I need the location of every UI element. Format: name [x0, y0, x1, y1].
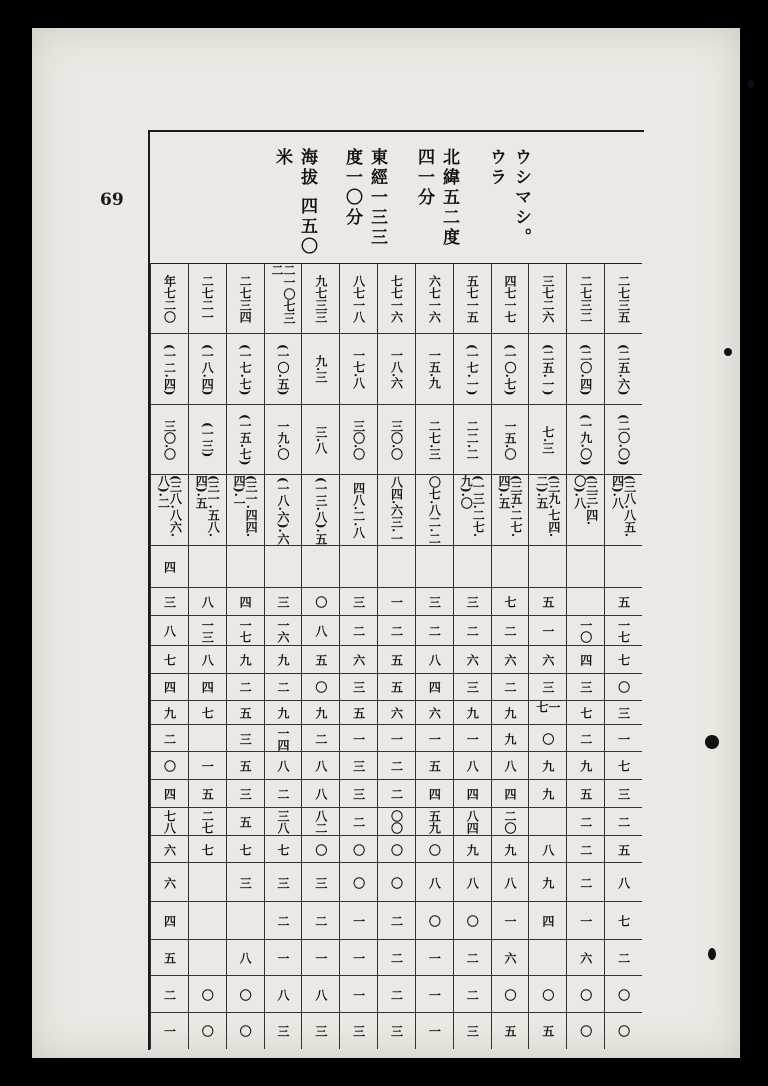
table-cell: 三七二六 — [540, 275, 555, 324]
table-cell: (一七.七) — [238, 343, 253, 396]
table-cell: (二〇.〇) — [616, 414, 631, 466]
table-cell: 一 — [162, 1024, 177, 1037]
table-cell — [189, 546, 226, 589]
table-cell: 〇 — [540, 988, 555, 1001]
table-cell: 八 — [427, 653, 442, 666]
table-cell: 二 — [503, 624, 518, 637]
table-cell: (三一.四四.四).一 — [232, 475, 259, 538]
table-cell: 二 — [351, 624, 366, 637]
table-cell — [189, 902, 226, 940]
table-cell: 八 — [465, 876, 480, 889]
table-cell: 七 — [616, 760, 631, 773]
table-cell: 五 — [200, 788, 215, 801]
table-cell: 四 — [162, 915, 177, 927]
table-cell: 三八 — [275, 809, 290, 834]
table-column — [604, 264, 642, 1049]
table-column — [226, 264, 264, 1049]
table-cell — [302, 546, 339, 589]
table-cell: 〇 — [427, 843, 442, 856]
table-cell: 二七三四 — [238, 275, 253, 324]
table-cell: 八 — [162, 624, 177, 637]
table-cell — [529, 940, 566, 976]
table-cell — [340, 546, 377, 589]
table-column — [528, 264, 566, 1049]
table-cell: 二 — [162, 732, 177, 745]
table-cell: 七 — [200, 707, 215, 719]
table-cell: (一〇.七) — [503, 343, 518, 396]
table-cell: 三 — [616, 788, 631, 801]
table-cell: 九 — [540, 876, 555, 889]
scan-speck — [724, 348, 732, 356]
table-cell: 五 — [389, 653, 404, 666]
table-cell: 八 — [238, 952, 253, 965]
station-longitude: 東經一三三 度一〇分 — [342, 148, 387, 248]
table-cell: 九 — [578, 760, 593, 773]
table-cell: 〇 — [238, 1024, 253, 1037]
table-cell: 二 — [578, 732, 593, 745]
table-cell: 五 — [427, 760, 442, 773]
table-cell: 二二.二 — [465, 419, 480, 461]
table-cell: 四 — [162, 788, 177, 801]
table-cell: 一 — [351, 988, 366, 1001]
table-cell: 五 — [238, 760, 253, 773]
table-cell: (三三.四.〇).八 — [572, 475, 599, 526]
table-cell: 一 — [351, 915, 366, 927]
table-cell: 三 — [465, 1024, 480, 1037]
table-cell: 二 — [578, 843, 593, 856]
table-cell: 〇 — [616, 988, 631, 1001]
table-cell: 〇 — [313, 681, 328, 694]
table-cell — [189, 940, 226, 976]
table-cell: (二五.六) — [616, 343, 631, 396]
table-cell — [529, 808, 566, 836]
table-cell: 〇 — [351, 843, 366, 856]
table-cell: 六 — [578, 952, 593, 965]
page-number: 69 — [100, 190, 124, 210]
table-cell: 三 — [427, 596, 442, 609]
table-cell: 一 — [427, 732, 442, 745]
table-cell — [567, 546, 604, 589]
table-cell: 五 — [540, 1024, 555, 1037]
table-cell: (三五.二七.四).五 — [497, 475, 524, 538]
table-cell — [605, 546, 642, 589]
table-cell: 五 — [313, 653, 328, 666]
table-cell: 二 — [389, 915, 404, 927]
table-cell: 九 — [465, 843, 480, 856]
table-cell: 二 — [389, 624, 404, 637]
scan-speck — [705, 735, 719, 749]
table-cell — [227, 902, 264, 940]
table-cell: 四 — [162, 681, 177, 694]
table-cell: 四 — [427, 788, 442, 801]
table-cell: 一 — [578, 915, 593, 927]
table-cell: 一六 — [275, 618, 290, 643]
station-latitude: 北緯五二度 四一分 — [414, 148, 459, 248]
table-cell: (一三.二七.九).〇 — [459, 475, 486, 538]
table-cell: (一八.四) — [200, 343, 215, 396]
table-cell: 五七一五 — [465, 275, 480, 324]
scan-speck — [748, 80, 754, 88]
table-cell: 二七三二 — [578, 275, 593, 324]
table-cell: 〇 — [313, 843, 328, 856]
table-cell: 八 — [540, 843, 555, 856]
table-cell: 八七一八 — [351, 275, 366, 324]
table-column — [188, 264, 226, 1049]
table-cell: 一三 — [200, 618, 215, 643]
table-cell: 六七一六 — [427, 275, 442, 324]
table-cell: (一七.一) — [465, 343, 480, 396]
table-cell: 〇 — [238, 988, 253, 1001]
table-cell: 八 — [313, 760, 328, 773]
table-cell: 一 — [540, 624, 555, 637]
table-cell: 五 — [578, 788, 593, 801]
table-cell: 一 — [427, 1024, 442, 1037]
table-cell: 四 — [503, 788, 518, 801]
table-cell: 三 — [465, 681, 480, 694]
table-cell: (三八.八五.四).八 — [610, 475, 637, 538]
table-cell: 三 — [351, 788, 366, 801]
table-cell: 一七.八 — [351, 349, 366, 390]
table-cell: 五 — [540, 596, 555, 609]
table-cell: 〇 — [313, 596, 328, 609]
table-cell: 三 — [238, 788, 253, 801]
table-column — [301, 264, 339, 1049]
table-cell: 〇 — [351, 876, 366, 889]
table-cell: 二 — [275, 681, 290, 694]
table-cell: 九 — [275, 653, 290, 666]
table-cell: 四七一七 — [503, 275, 518, 324]
table-cell: 六 — [162, 843, 177, 856]
table-cell: 五 — [616, 596, 631, 609]
table-cell: (一九.〇) — [578, 414, 593, 466]
table-cell: 四 — [578, 653, 593, 666]
table-cell: 九 — [313, 707, 328, 719]
table-cell: 四 — [465, 788, 480, 801]
table-cell: 二 — [616, 952, 631, 965]
table-cell: 六 — [503, 952, 518, 965]
table-cell: (一〇.五) — [275, 343, 290, 396]
table-cell: 一 — [351, 732, 366, 745]
table-cell: 六 — [540, 653, 555, 666]
table-cell — [567, 588, 604, 616]
table-cell: 二〇 — [503, 809, 518, 834]
table-cell: 六 — [427, 707, 442, 719]
table-column — [264, 264, 302, 1049]
table-cell: 二 — [351, 815, 366, 828]
table-cell: 〇 — [427, 915, 442, 927]
table-cell: 一五.〇 — [503, 419, 518, 461]
table-cell: (二〇.四) — [578, 343, 593, 396]
table-cell: 〇 — [540, 732, 555, 745]
table-cell — [265, 546, 302, 589]
table-cell: 二 — [465, 624, 480, 637]
table-cell: 四 — [427, 681, 442, 694]
table-cell: 一 — [465, 732, 480, 745]
table-cell: 三 — [351, 681, 366, 694]
table-cell: 一七 — [616, 618, 631, 643]
table-cell — [189, 863, 226, 901]
table-cell: 二七.三 — [427, 419, 442, 461]
table-cell: 一五.九 — [427, 349, 442, 390]
table-cell: 七七一六 — [389, 275, 404, 324]
table-cell: 三 — [275, 876, 290, 889]
table-cell: 二 — [389, 952, 404, 965]
table-cell: 六 — [162, 876, 177, 889]
table-cell: (一五.七) — [238, 414, 253, 466]
table-cell: 〇 — [503, 988, 518, 1001]
table-cell: 二 — [389, 988, 404, 1001]
table-cell: 三〇.〇 — [389, 419, 404, 461]
table-cell: 九 — [503, 707, 518, 719]
table-column — [339, 264, 377, 1049]
table-cell: 三 — [351, 760, 366, 773]
table-cell: 〇 — [616, 1024, 631, 1037]
table-cell: 九 — [275, 707, 290, 719]
table-cell: (三一.五八.四).五 — [194, 475, 221, 538]
table-cell: 三 — [389, 1024, 404, 1037]
table-cell: 八 — [275, 988, 290, 1001]
table-cell: 七 — [616, 653, 631, 666]
table-column — [377, 264, 415, 1049]
table-cell: 八四.六三.一 — [389, 476, 404, 545]
table-cell: (一八.六).六 — [275, 476, 290, 545]
table-cell: 二一〇七三二 — [269, 264, 296, 324]
table-cell: 一〇 — [578, 618, 593, 643]
table-cell: 〇〇 — [389, 809, 404, 834]
table-cell: 三 — [578, 681, 593, 694]
table-cell: 二 — [313, 732, 328, 745]
table-cell: 一七 — [534, 701, 561, 714]
table-cell: (二五.一) — [540, 343, 555, 396]
station-name: ウシマシ。ウラ — [486, 148, 531, 248]
table-cell — [492, 546, 529, 589]
table-cell: 年七二〇 — [162, 275, 177, 324]
table-cell: 一七 — [238, 618, 253, 643]
table-cell: 七 — [238, 843, 253, 856]
table-cell: 〇 — [616, 681, 631, 694]
table-column — [566, 264, 604, 1049]
table-cell: 九.三 — [313, 355, 328, 384]
table-cell: 五 — [238, 815, 253, 828]
table-cell: 一 — [503, 915, 518, 927]
table-cell: 〇 — [200, 988, 215, 1001]
table-cell: 三 — [313, 1024, 328, 1037]
table-cell: 九 — [162, 707, 177, 719]
table-cell: 八 — [427, 876, 442, 889]
table-cell: 八 — [200, 653, 215, 666]
table-cell: 三.八 — [313, 425, 328, 455]
table-cell: 〇七.八二.二 — [427, 476, 442, 545]
table-cell: 三 — [162, 596, 177, 609]
table-cell — [189, 725, 226, 753]
table-cell: 九 — [465, 707, 480, 719]
table-cell: 八 — [313, 624, 328, 637]
scan-speck — [708, 948, 716, 960]
table-cell: 三 — [351, 1024, 366, 1037]
table-cell: 一九.〇 — [275, 419, 290, 461]
table-cell: 四 — [162, 560, 177, 573]
table-cell: 五 — [351, 707, 366, 719]
table-cell: 〇 — [389, 843, 404, 856]
table-cell: 八二 — [313, 809, 328, 834]
table-cell: (一三.八).五 — [313, 476, 328, 545]
table-cell: 八 — [465, 760, 480, 773]
table-cell: 一 — [313, 952, 328, 965]
table-cell: 五九 — [427, 809, 442, 834]
table-cell: 三 — [313, 876, 328, 889]
table-cell: 八四 — [465, 809, 480, 834]
table-cell — [227, 546, 264, 589]
table-cell: 二 — [162, 988, 177, 1001]
table-cell: 〇 — [465, 915, 480, 927]
table-cell: 〇 — [389, 876, 404, 889]
table-cell: 二 — [578, 876, 593, 889]
table-cell: 三 — [238, 732, 253, 745]
table-cell: 一 — [275, 952, 290, 965]
table-cell: 一 — [351, 952, 366, 965]
table-cell: 七 — [275, 843, 290, 856]
table-cell: 一八.六 — [389, 349, 404, 390]
table-cell: 二 — [465, 988, 480, 1001]
table-cell: 二七三五 — [616, 275, 631, 324]
table-cell: 九 — [540, 788, 555, 801]
table-cell: 六 — [389, 707, 404, 719]
table-cell: 〇 — [200, 1024, 215, 1037]
table-cell: 六 — [465, 653, 480, 666]
table-cell: 三〇.〇 — [162, 419, 177, 461]
table-cell: 七 — [578, 707, 593, 719]
table-cell: 一 — [200, 760, 215, 773]
data-grid — [150, 263, 642, 1049]
table-cell: 〇 — [162, 760, 177, 773]
table-cell: (一三) — [200, 422, 215, 458]
table-column — [491, 264, 529, 1049]
table-cell: 七 — [162, 653, 177, 666]
table-cell: 三〇.〇 — [351, 419, 366, 461]
table-cell: 三 — [465, 596, 480, 609]
table-cell: 四 — [540, 915, 555, 927]
table-cell — [416, 546, 453, 589]
table-cell: 二 — [389, 760, 404, 773]
table-cell: 三 — [351, 596, 366, 609]
table-cell: 五 — [162, 952, 177, 965]
table-cell: 七 — [200, 843, 215, 856]
table-cell: 一 — [427, 952, 442, 965]
table-cell: 二七二一 — [200, 275, 215, 324]
table-cell: 〇 — [578, 1024, 593, 1037]
table-cell: 〇 — [578, 988, 593, 1001]
table-cell: (三九.七四.二).五 — [534, 475, 561, 538]
table-cell — [454, 546, 491, 589]
table-cell — [378, 546, 415, 589]
table-cell: 一 — [427, 988, 442, 1001]
table-column — [453, 264, 491, 1049]
table-cell: 八 — [275, 760, 290, 773]
table-cell: 七 — [616, 915, 631, 927]
table-cell: 二 — [275, 788, 290, 801]
table-cell: 二 — [275, 915, 290, 927]
table-cell: 二 — [427, 624, 442, 637]
table-cell: 三 — [540, 681, 555, 694]
table-cell: 七.三 — [540, 425, 555, 455]
table-cell: 五 — [238, 707, 253, 719]
table-cell: 一四 — [275, 726, 290, 751]
table-cell: 二 — [238, 681, 253, 694]
table-cell — [529, 546, 566, 589]
table-cell: 二 — [389, 788, 404, 801]
table-cell: 五 — [616, 843, 631, 856]
table-cell: 四 — [200, 681, 215, 694]
table-cell: 八 — [200, 596, 215, 609]
station-altitude: 海拔 四五〇米 — [272, 148, 317, 257]
table-cell: 八 — [503, 876, 518, 889]
table-cell: 八 — [313, 988, 328, 1001]
table-cell: 三 — [238, 876, 253, 889]
table-cell: 二 — [503, 681, 518, 694]
table-cell: 九 — [540, 760, 555, 773]
table-column — [415, 264, 453, 1049]
table-cell: 二 — [313, 915, 328, 927]
table-cell: 八 — [503, 760, 518, 773]
table-cell: 一 — [389, 732, 404, 745]
table-cell: 九 — [503, 843, 518, 856]
table-cell: 二 — [578, 815, 593, 828]
table-cell: (三八.八六.八).二 — [156, 475, 183, 538]
table-cell: 一 — [389, 596, 404, 609]
table-cell: 五 — [503, 1024, 518, 1037]
table-cell: 四 — [238, 596, 253, 609]
table-cell: 三 — [275, 596, 290, 609]
station-header — [150, 132, 642, 260]
table-cell: 六 — [351, 653, 366, 666]
table-cell: 九 — [238, 653, 253, 666]
table-cell: 八 — [313, 788, 328, 801]
table-column — [150, 264, 188, 1049]
table-cell: 六 — [503, 653, 518, 666]
table-cell: 二七 — [200, 809, 215, 834]
table-cell: 九七三三 — [313, 275, 328, 324]
table-cell: 八 — [616, 876, 631, 889]
table-cell: 七 — [503, 596, 518, 609]
table-cell: 五 — [389, 681, 404, 694]
table-cell: (一二.四) — [162, 343, 177, 396]
table-cell: 九 — [503, 732, 518, 745]
table-cell: 三 — [616, 707, 631, 719]
table-cell: 七八 — [162, 809, 177, 834]
table-cell: 四八.二.八 — [351, 482, 366, 539]
table-cell: 二 — [465, 952, 480, 965]
table-cell: 一 — [616, 732, 631, 745]
table-cell: 二 — [616, 815, 631, 828]
table-cell: 三 — [275, 1024, 290, 1037]
